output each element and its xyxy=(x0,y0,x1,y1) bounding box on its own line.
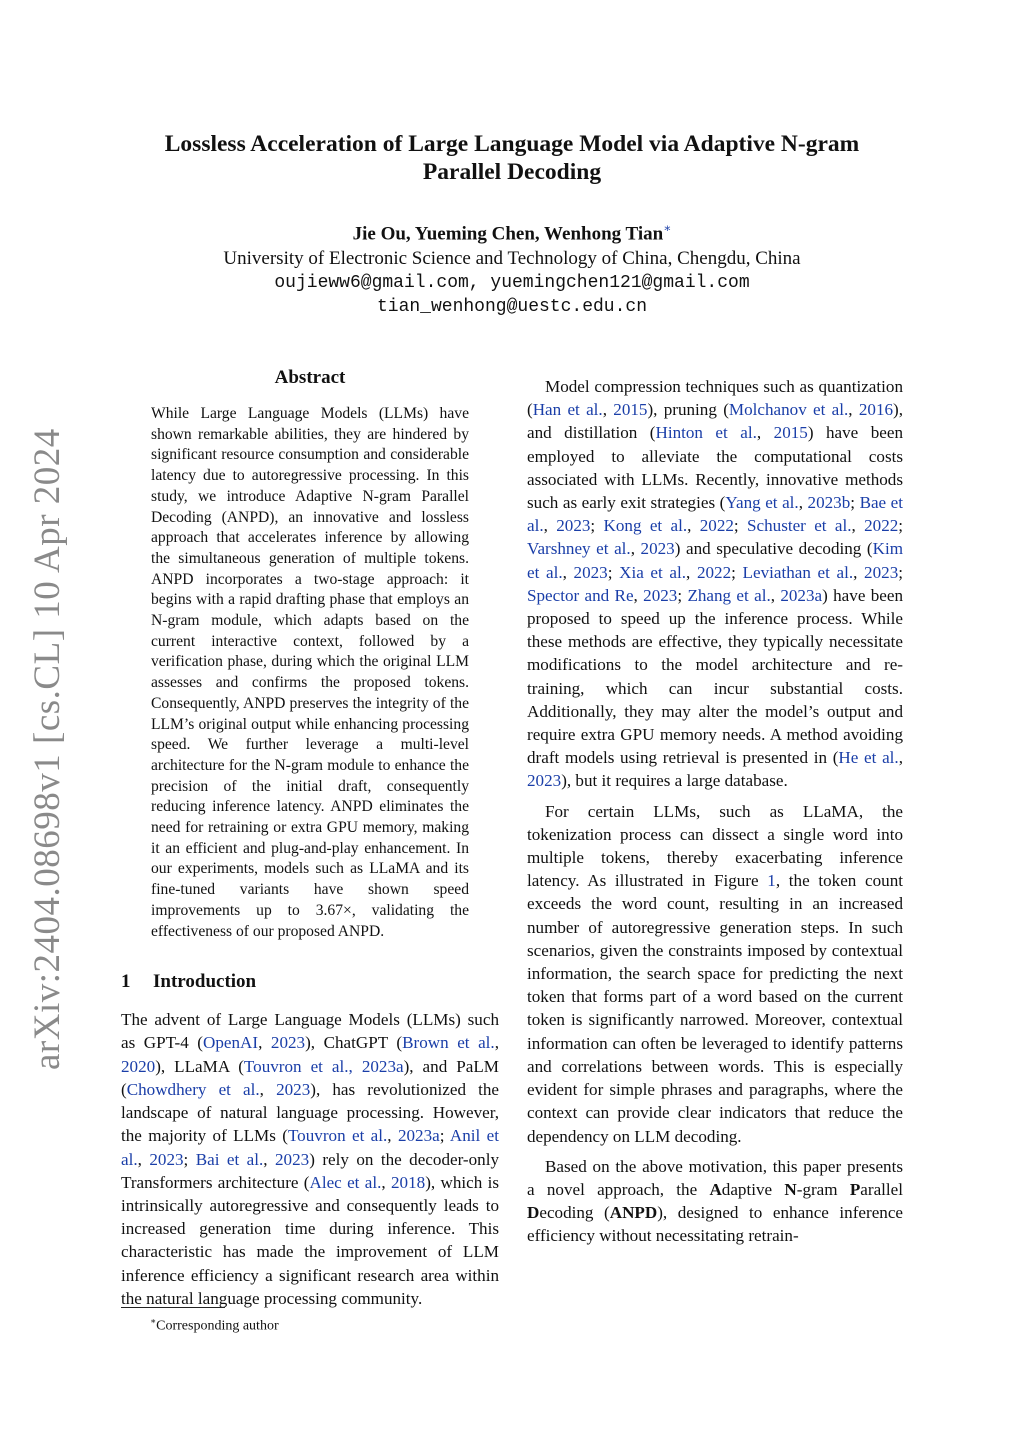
bold-text: D xyxy=(527,1203,540,1223)
arxiv-identifier: arXiv:2404.08698v1 [cs.CL] 10 Apr 2024 xyxy=(27,428,68,1070)
affiliation: University of Electronic Science and Technology of China, Chengdu, China xyxy=(223,248,801,270)
text-run: ), pruning ( xyxy=(647,400,729,420)
text-run: ) have been proposed to speed up the inference process. While these methods are effective, they typically necessitate modifications to the model architecture and re-training, which can incur substantial costs. Additionally, they may alter the model’s output and require extra GPU memory needs. A method avoiding draft models using retrieval is presented in ( xyxy=(527,585,903,768)
text-run: -gram xyxy=(796,1179,850,1199)
text-run: , xyxy=(853,562,865,582)
text-run: ecoding ( xyxy=(539,1203,610,1223)
text-run: ), LLaMA ( xyxy=(155,1056,244,1076)
citation-link[interactable]: 2023 xyxy=(276,1079,311,1099)
text-run: daptive xyxy=(721,1179,785,1199)
citation-link[interactable]: 2016 xyxy=(858,400,894,420)
author-block xyxy=(120,216,904,319)
citation-link[interactable]: 2023 xyxy=(527,771,562,791)
text-run: , xyxy=(686,562,697,582)
citation-link[interactable]: Leviathan et al. xyxy=(742,562,854,582)
text-run: , xyxy=(898,748,903,768)
bold-text: ANPD xyxy=(609,1203,658,1223)
text-run: ), but it requires a large database. xyxy=(561,771,788,791)
text-run: ; xyxy=(183,1149,196,1169)
text-run: , the token count exceeds the word count, resulting in an increased number of autoregressive generation steps. In such scenarios, given the constraints imposed by contextual information, the search space for predicting the next token that forms part of a word based on the current token is significantly narrowed. Moreover, contextual information can often be leveraged to identify patterns and correlations between words. This is especially evident for simple phrases and paragraphs, where the context can provide clear indicators that reduce the dependency on LLM decoding. xyxy=(527,871,903,1146)
text-run: ), has revolutionized the landscape of natural language processing. However, the majority of LLMs ( xyxy=(121,1079,500,1146)
citation-link[interactable]: Spector and Re xyxy=(527,585,634,605)
text-run: ; xyxy=(898,562,903,582)
bold-text: P xyxy=(849,1179,861,1199)
citation-link[interactable]: 2015 xyxy=(773,423,808,443)
abstract-text: While Large Language Models (LLMs) have shown remarkable abilities, they are hindered by significant resource consumption and considerable latency due to autoregressive processing. In this study, we introduce Adaptive N-gram Parallel Decoding (ANPD), an innovative and lossless approach that accelerates inference by allowing the simultaneous generation of multiple tokens. ANPD incorporates a two-stage approach: it begins with a rapid drafting phase that employs an N-gram module, which adapts based on the current interactive context, followed by a verification phase, during which the original LLM assesses and confirms the proposed tokens. Consequently, ANPD preserves the integrity of the LLM’s original output while enhancing processing speed. We further leverage a multi-level architecture for the N-gram module to enhance the precision of the initial draft, consequently reducing inference latency. ANPD eliminates the need for retraining or extra GPU memory, making it an efficient and plug-and-play enhancement. In our experiments, models such as LLaMA and its fine-tuned variants have shown speed improvements up to 3.67×, validating the effectiveness of our proposed ANPD. xyxy=(151,405,469,940)
text-run: ) rely on the decoder-only Transformers architecture ( xyxy=(121,1149,500,1192)
citation-link[interactable]: Bae et al. xyxy=(527,493,904,536)
citation-link[interactable]: 2023 xyxy=(275,1149,310,1169)
citation-link[interactable]: Touvron et al., 2023a xyxy=(243,1056,404,1076)
text-run: ), which is intrinsically autoregressive and consequently leads to increased generation time during inference. This characteristic has made the improvement of LLM inference efficiency a significant research area within the natural language processing community. xyxy=(121,1172,499,1308)
text-run: , xyxy=(259,1079,277,1099)
text-run: , xyxy=(798,493,808,513)
citation-link[interactable]: 2023a xyxy=(397,1126,440,1146)
text-run: ) have been employed to alleviate the computational costs associated with LLMs. Recently, innovative methods such as early exit strategies ( xyxy=(527,423,904,513)
bold-text: A xyxy=(709,1179,722,1199)
text-run: ), and PaLM ( xyxy=(121,1056,499,1099)
citation-link[interactable]: Kong et al. xyxy=(603,516,688,536)
citation-link[interactable]: 2015 xyxy=(613,400,648,420)
title-line-1: Lossless Acceleration of Large Language Model via Adaptive N-gram xyxy=(164,131,860,157)
text-run: ), designed to enhance inference efficiency without necessitating retrain- xyxy=(527,1203,903,1246)
text-run: , xyxy=(387,1126,398,1146)
citation-link[interactable]: 2023 xyxy=(640,539,675,559)
citation-link[interactable]: 2022 xyxy=(696,562,732,582)
text-run: ; xyxy=(677,585,688,605)
citation-link[interactable]: 2023b xyxy=(807,493,851,513)
text-run: , xyxy=(381,1172,391,1192)
citation-link[interactable]: 2023 xyxy=(556,516,591,536)
text-run: ), ChatGPT ( xyxy=(305,1033,403,1053)
email-line-2: tian_wenhong@uestc.edu.cn xyxy=(376,297,648,318)
citation-link[interactable]: 2023 xyxy=(149,1149,184,1169)
citation-link[interactable]: Bai et al. xyxy=(195,1149,264,1169)
text-run: The advent of Large Language Models (LLMs) such as GPT-4 ( xyxy=(121,1010,499,1053)
citation-link[interactable]: Schuster et al. xyxy=(747,516,852,536)
author-names xyxy=(120,216,904,246)
intro-paragraph-2 xyxy=(527,375,903,793)
text-run: ; xyxy=(731,562,743,582)
citation-link[interactable]: Molchanov et al. xyxy=(728,400,849,420)
citation-link[interactable]: 2023 xyxy=(270,1033,306,1053)
footnote-rule xyxy=(121,1307,225,1308)
intro-paragraph-4 xyxy=(527,1155,903,1248)
citation-link[interactable]: 2022 xyxy=(864,516,899,536)
footnote-text: Corresponding author xyxy=(156,1318,279,1334)
footnote-mark: ∗ xyxy=(150,1316,157,1326)
text-run: , xyxy=(562,562,574,582)
citation-link[interactable]: Zhang et al. xyxy=(687,585,771,605)
citation-link[interactable]: Hinton et al. xyxy=(655,423,757,443)
text-run: , xyxy=(137,1149,150,1169)
author-list: Jie Ou, Yueming Chen, Wenhong Tian xyxy=(352,223,664,245)
text-run: , xyxy=(756,423,774,443)
citation-link[interactable]: Brown et al. xyxy=(402,1033,495,1053)
citation-link[interactable]: 2020 xyxy=(121,1056,156,1076)
citation-link[interactable]: OpenAI xyxy=(203,1033,259,1053)
abstract-heading: Abstract xyxy=(274,367,346,388)
text-run: Based on the above motivation, this paper presents a novel approach, the xyxy=(527,1156,903,1199)
citation-link[interactable]: 1 xyxy=(767,871,776,891)
text-run: ; xyxy=(850,493,860,513)
corresponding-author-link[interactable]: ∗ xyxy=(663,221,672,235)
bold-text: N xyxy=(784,1179,797,1199)
intro-paragraph-3 xyxy=(527,800,903,1148)
citation-link[interactable]: 2023 xyxy=(573,562,608,582)
text-run: , xyxy=(630,539,641,559)
title-line-2: Parallel Decoding xyxy=(422,159,602,185)
text-run: ) and speculative decoding ( xyxy=(674,539,873,559)
citation-link[interactable]: Varshney et al. xyxy=(527,539,631,559)
citation-link[interactable]: Yang et al. xyxy=(725,493,799,513)
citation-link[interactable]: 2023 xyxy=(643,585,678,605)
citation-link[interactable]: He et al. xyxy=(838,748,899,768)
citation-link[interactable]: Han et al. xyxy=(532,400,603,420)
citation-link[interactable]: 2018 xyxy=(391,1172,426,1192)
text-run: , xyxy=(258,1033,271,1053)
text-run: ; xyxy=(898,516,904,536)
email-line-1: oujieww6@gmail.com, yuemingchen121@gmail.com xyxy=(274,273,750,294)
text-run: For certain LLMs, such as LLaMA, the tokenization process can dissect a single word into multiple tokens, thereby exacerbating inference latency. As illustrated in Figure xyxy=(527,801,903,891)
text-run: , xyxy=(851,516,865,536)
text-run: arallel xyxy=(860,1179,903,1199)
citation-link[interactable]: Chowdhery et al. xyxy=(126,1079,260,1099)
text-run: ; xyxy=(733,516,747,536)
text-run: ), and distillation ( xyxy=(527,400,903,443)
paper-title xyxy=(120,130,904,186)
citation-link[interactable]: 2022 xyxy=(699,516,734,536)
citation-link[interactable]: Alec et al. xyxy=(309,1172,382,1192)
left-column xyxy=(121,366,499,1310)
citation-link[interactable]: 2023 xyxy=(864,562,899,582)
intro-paragraph-1 xyxy=(121,1008,499,1310)
text-run: , xyxy=(770,585,781,605)
right-column xyxy=(527,368,903,1248)
text-run: , xyxy=(602,400,614,420)
text-run: ; xyxy=(439,1126,450,1146)
citation-link[interactable]: 2023a xyxy=(780,585,823,605)
text-run: , xyxy=(633,585,644,605)
citation-link[interactable]: Kim et al. xyxy=(527,539,903,582)
section-heading-introduction xyxy=(121,970,499,994)
citation-link[interactable]: Xia et al. xyxy=(619,562,687,582)
footnote xyxy=(150,1312,279,1336)
text-run: , xyxy=(687,516,700,536)
text-run: ; xyxy=(607,562,620,582)
text-run: ; xyxy=(590,516,604,536)
citation-link[interactable]: Anil et al. xyxy=(121,1126,499,1169)
section-title-text: Introduction xyxy=(153,971,257,993)
text-run: , xyxy=(263,1149,275,1169)
section-number: 1 xyxy=(121,971,131,993)
text-run: Model compression techniques such as quantization ( xyxy=(527,377,903,420)
text-run: , xyxy=(494,1033,499,1053)
citation-link[interactable]: Touvron et al. xyxy=(287,1126,388,1146)
text-run: , xyxy=(848,400,859,420)
text-run: , xyxy=(543,516,557,536)
